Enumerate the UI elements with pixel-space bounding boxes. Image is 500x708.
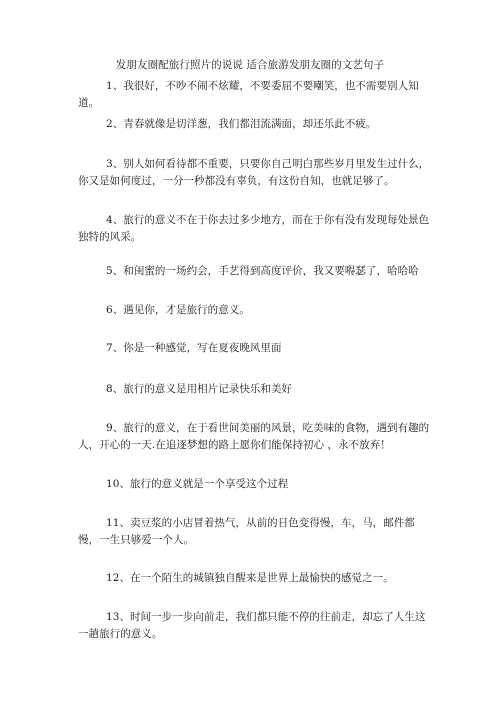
paragraph-8: 8、旅行的意义是用相片记录快乐和美好	[106, 383, 293, 395]
paragraph-12: 12、在一个陌生的城镇独自醒来是世界上最愉快的感觉之一。	[106, 572, 394, 584]
document-title: 发朋友圈配旅行照片的说说 适合旅游发朋友圈的文艺句子	[115, 59, 385, 71]
paragraph-3: 3、别人如何看待都不重要，只要你自己明白那些岁月里发生过什么，你又是如何度过，一分一秒都没有辜负，有这份自知，也就足够了。	[78, 158, 430, 187]
paragraph-13: 13、时间一步一步向前走，我们都只能不停的往前走，却忘了人生这一趟旅行的意义。	[78, 611, 426, 640]
paragraph-6: 6、遇见你，才是旅行的意义。	[106, 304, 250, 316]
paragraph-9: 9、旅行的意义，在于看世间美丽的风景，吃美味的食物，遇到有趣的人，开心的一天.在追逐梦想的路上愿你们能保持初心 ，永不放弃！	[78, 422, 430, 451]
paragraph-10: 10、旅行的意义就是一个享受这个过程	[106, 478, 289, 490]
paragraph-2: 2、青春就像是切洋葱，我们都泪流满面，却还乐此不疲。	[106, 118, 377, 130]
paragraph-4: 4、旅行的意义不在于你去过多少地方，而在于你有没有发现每处景色独特的风采。	[78, 214, 430, 243]
paragraph-1: 1、我很好，不吵不闹不炫耀，不要委屈不要嘲笑，也不需要别人知道。	[78, 80, 419, 109]
paragraph-11: 11、卖豆浆的小店冒着热气，从前的日色变得慢，车，马，邮件都慢，一生只够爱一个人。	[78, 517, 415, 546]
paragraph-5: 5、和闺蜜的一场约会，手艺得到高度评价，我又要嘚瑟了，哈哈哈	[106, 265, 419, 277]
paragraph-7: 7、你是一种感觉，写在夏夜晚风里面	[106, 342, 282, 354]
